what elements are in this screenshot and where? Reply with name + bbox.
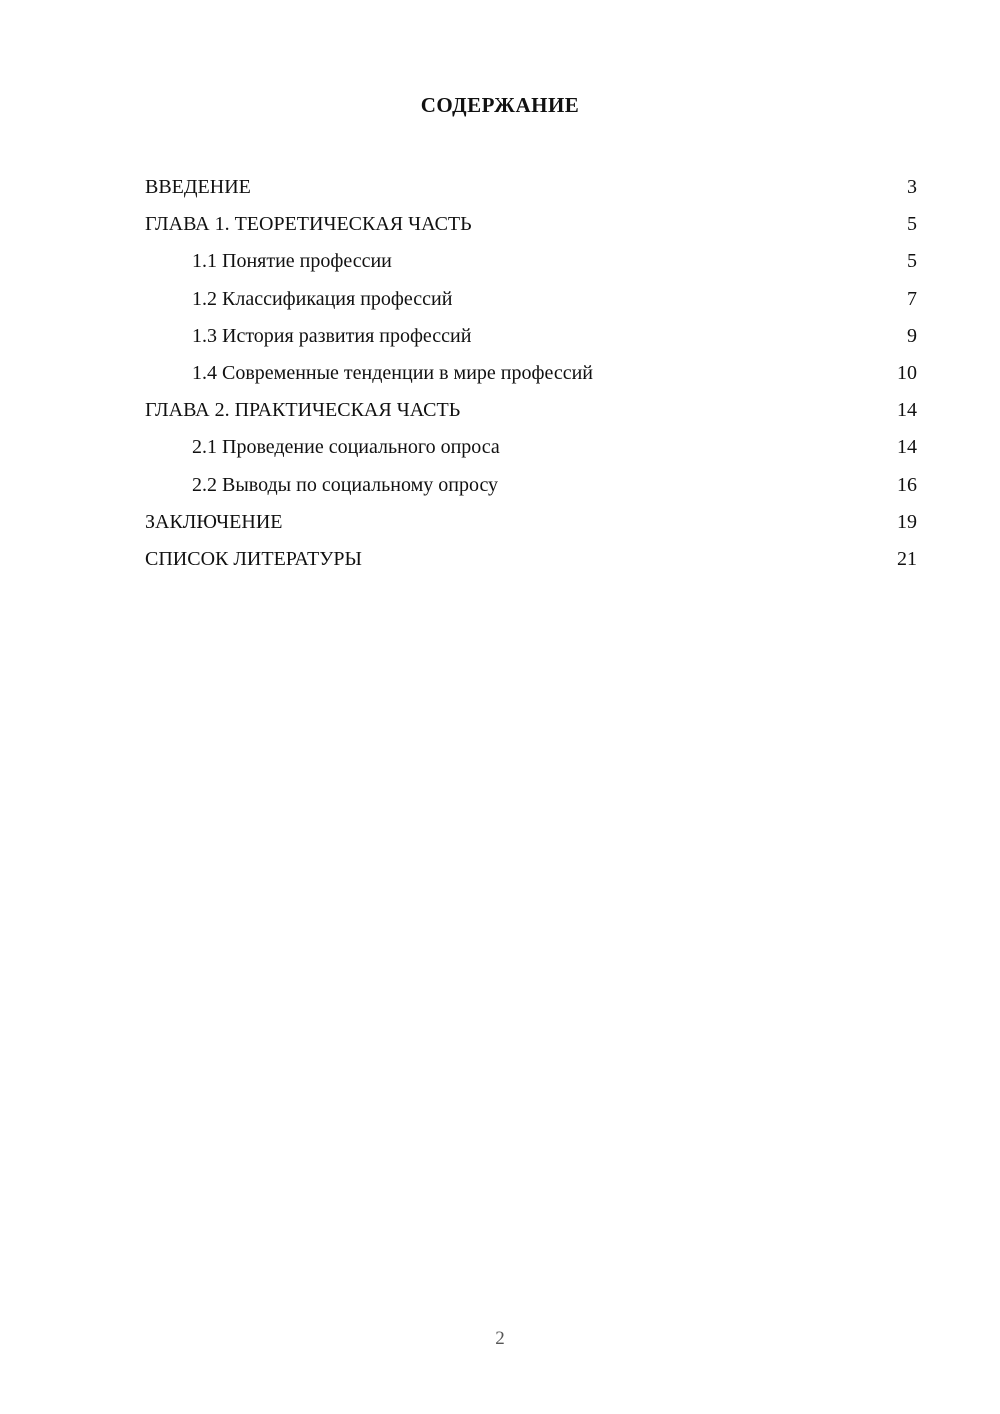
toc-entry-page: 19 [897, 510, 917, 533]
page-title: СОДЕРЖАНИЕ [420, 93, 580, 117]
toc-entry-label: 1.1 Понятие профессии [192, 250, 392, 273]
toc-entry-row [145, 467, 917, 504]
toc-entry-row [145, 429, 917, 466]
toc-entry-page: 10 [897, 362, 917, 385]
toc-entry-page: 5 [907, 213, 917, 236]
toc-entry-page: 14 [897, 399, 917, 422]
toc-list [145, 169, 917, 578]
toc-entry-label: 2.1 Проведение социального опроса [192, 436, 500, 459]
toc-entry-page: 21 [897, 548, 917, 571]
toc-entry-row [145, 169, 917, 206]
toc-entry-label: 1.4 Современные тенденции в мире профессий [192, 362, 593, 385]
toc-entry-page: 16 [897, 473, 917, 496]
footer-page-number: 2 [495, 1328, 505, 1349]
toc-entry-row [145, 355, 917, 392]
toc-entry-page: 9 [907, 324, 917, 347]
toc-entry-page: 5 [907, 250, 917, 273]
toc-entry-page: 7 [907, 287, 917, 310]
toc-entry-row [145, 541, 917, 578]
toc-entry-label: 2.2 Выводы по социальному опросу [192, 473, 499, 496]
toc-entry-row [145, 243, 917, 280]
toc-entry-row [145, 392, 917, 429]
toc-entry-row [145, 504, 917, 541]
toc-entry-label: ГЛАВА 1. ТЕОРЕТИЧЕСКАЯ ЧАСТЬ [145, 213, 472, 236]
toc-entry-label: ГЛАВА 2. ПРАКТИЧЕСКАЯ ЧАСТЬ [145, 399, 461, 422]
toc-entry-label: СПИСОК ЛИТЕРАТУРЫ [145, 548, 362, 571]
toc-entry-label: 1.2 Классификация профессий [192, 287, 453, 310]
toc-entry-row [145, 318, 917, 355]
toc-entry-page: 3 [907, 176, 917, 198]
toc-entry-label: ВВЕДЕНИЕ [145, 176, 251, 198]
toc-entry-row [145, 281, 917, 318]
toc-entry-page: 14 [897, 436, 917, 459]
toc-entry-label: ЗАКЛЮЧЕНИЕ [145, 510, 283, 533]
toc-entry-label: 1.3 История развития профессий [192, 324, 472, 347]
toc-entry-row [145, 206, 917, 243]
